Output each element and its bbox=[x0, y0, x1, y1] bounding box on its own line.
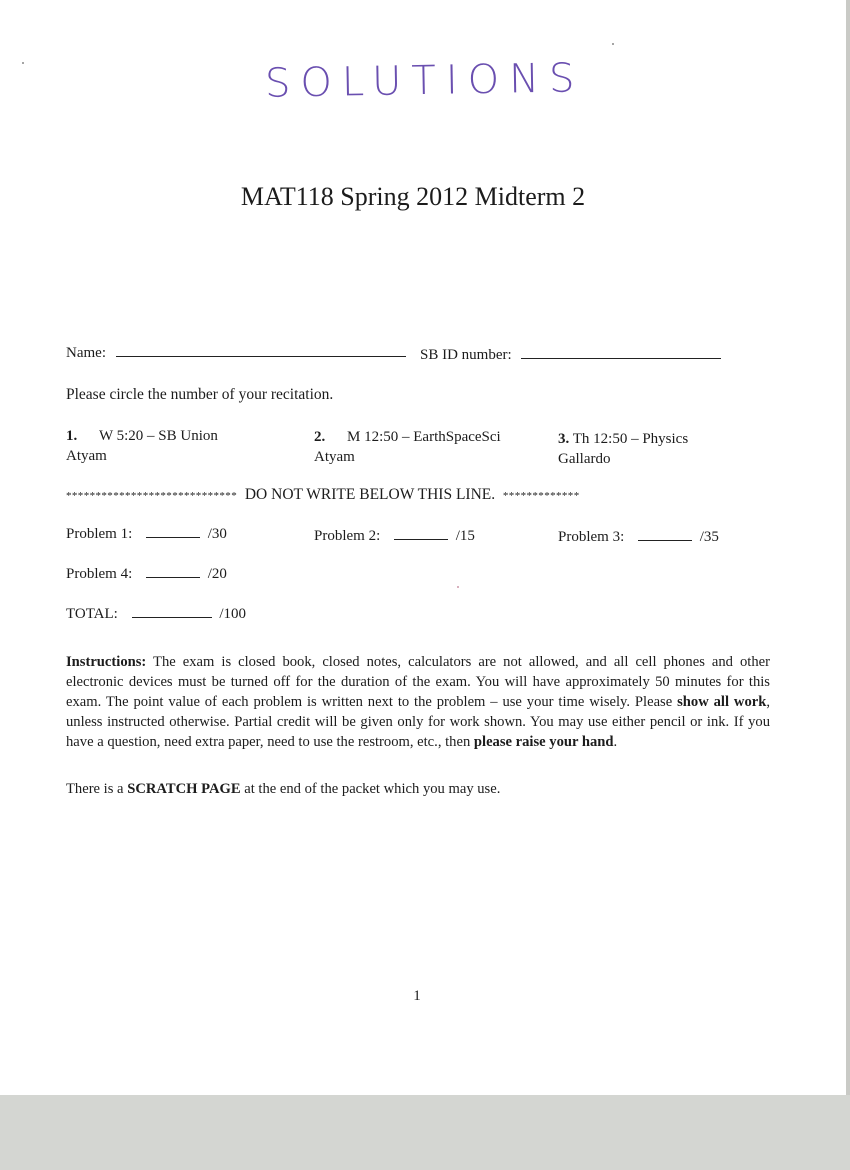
recitation-prompt: Please circle the number of your recitation. bbox=[66, 386, 334, 403]
instructions-bold-1: show all work bbox=[677, 694, 767, 710]
recitation-2-time: M 12:50 – EarthSpaceSci bbox=[347, 429, 501, 445]
scratch-before: There is a bbox=[66, 781, 124, 797]
recitation-1 bbox=[66, 426, 218, 466]
instructions-heading: Instructions: bbox=[66, 654, 147, 670]
problem-4-score bbox=[66, 566, 227, 583]
recitation-3-number: 3. bbox=[558, 431, 570, 447]
problem-1-label: Problem 1: bbox=[66, 526, 133, 542]
problem-3-score bbox=[558, 529, 719, 546]
instructions-text-2: , unless instructed otherwise. Partial credit will be given only for work shown. You may use either pencil or ink. If you have a question, need extra paper, need to use the restroom, etc., then bbox=[66, 694, 770, 750]
scan-edge bbox=[846, 0, 850, 1095]
handwritten-solutions-note: SOLUTIONS bbox=[264, 55, 585, 107]
name-field bbox=[66, 345, 406, 362]
sbid-field bbox=[420, 347, 721, 364]
page-number: 1 bbox=[413, 988, 421, 1004]
total-label: TOTAL: bbox=[66, 606, 118, 622]
problem-2-points: /15 bbox=[455, 528, 475, 544]
scratch-after: at the end of the packet which you may use. bbox=[244, 781, 501, 797]
page-title: MAT118 Spring 2012 Midterm 2 bbox=[240, 182, 586, 211]
total-blank bbox=[132, 616, 212, 618]
sbid-label: SB ID number: bbox=[420, 347, 512, 363]
total-points: /100 bbox=[219, 606, 247, 622]
problem-3-label: Problem 3: bbox=[558, 529, 625, 545]
divider-stars-left: ***************************** bbox=[66, 490, 238, 502]
scratch-bold: SCRATCH PAGE bbox=[127, 781, 241, 797]
problem-3-points: /35 bbox=[699, 529, 719, 545]
recitation-3 bbox=[558, 429, 688, 469]
name-label: Name: bbox=[66, 345, 106, 361]
problem-4-points: /20 bbox=[207, 566, 227, 582]
problem-1-points: /30 bbox=[207, 526, 227, 542]
recitation-3-time: Th 12:50 – Physics bbox=[572, 431, 689, 447]
divider-line bbox=[66, 486, 580, 504]
problem-4-label: Problem 4: bbox=[66, 566, 133, 582]
recitation-3-instructor: Gallardo bbox=[558, 451, 611, 467]
instructions bbox=[66, 652, 770, 752]
divider-text: DO NOT WRITE BELOW THIS LINE. bbox=[244, 486, 496, 503]
recitation-1-number: 1. bbox=[66, 428, 78, 444]
recitation-2-instructor: Atyam bbox=[314, 449, 355, 465]
problem-1-score bbox=[66, 526, 227, 543]
instructions-text-end: . bbox=[613, 734, 618, 750]
scratch-note bbox=[66, 781, 500, 798]
total-score bbox=[66, 606, 246, 623]
recitation-1-instructor: Atyam bbox=[66, 448, 107, 464]
instructions-bold-2: please raise your hand bbox=[473, 734, 614, 750]
problem-1-blank bbox=[146, 536, 200, 538]
recitation-1-time: W 5:20 – SB Union bbox=[99, 428, 218, 444]
name-blank bbox=[116, 355, 406, 357]
recitation-2-number: 2. bbox=[314, 429, 326, 445]
sbid-blank bbox=[521, 357, 721, 359]
problem-2-score bbox=[314, 528, 475, 545]
problem-4-blank bbox=[146, 576, 200, 578]
recitation-2 bbox=[314, 427, 501, 467]
problem-2-blank bbox=[394, 538, 448, 540]
problem-3-blank bbox=[638, 539, 692, 541]
scan-bottom-band bbox=[0, 1095, 850, 1170]
problem-2-label: Problem 2: bbox=[314, 528, 381, 544]
divider-stars-right: ************* bbox=[502, 490, 580, 502]
instructions-text-1: The exam is closed book, closed notes, calculators are not allowed, and all cell phones and other electronic devices must be turned off for the duration of the exam. You will have approximately 50 minutes for this exam. The point value of each problem is written next to the problem – use your time wisely. Please bbox=[66, 654, 770, 710]
